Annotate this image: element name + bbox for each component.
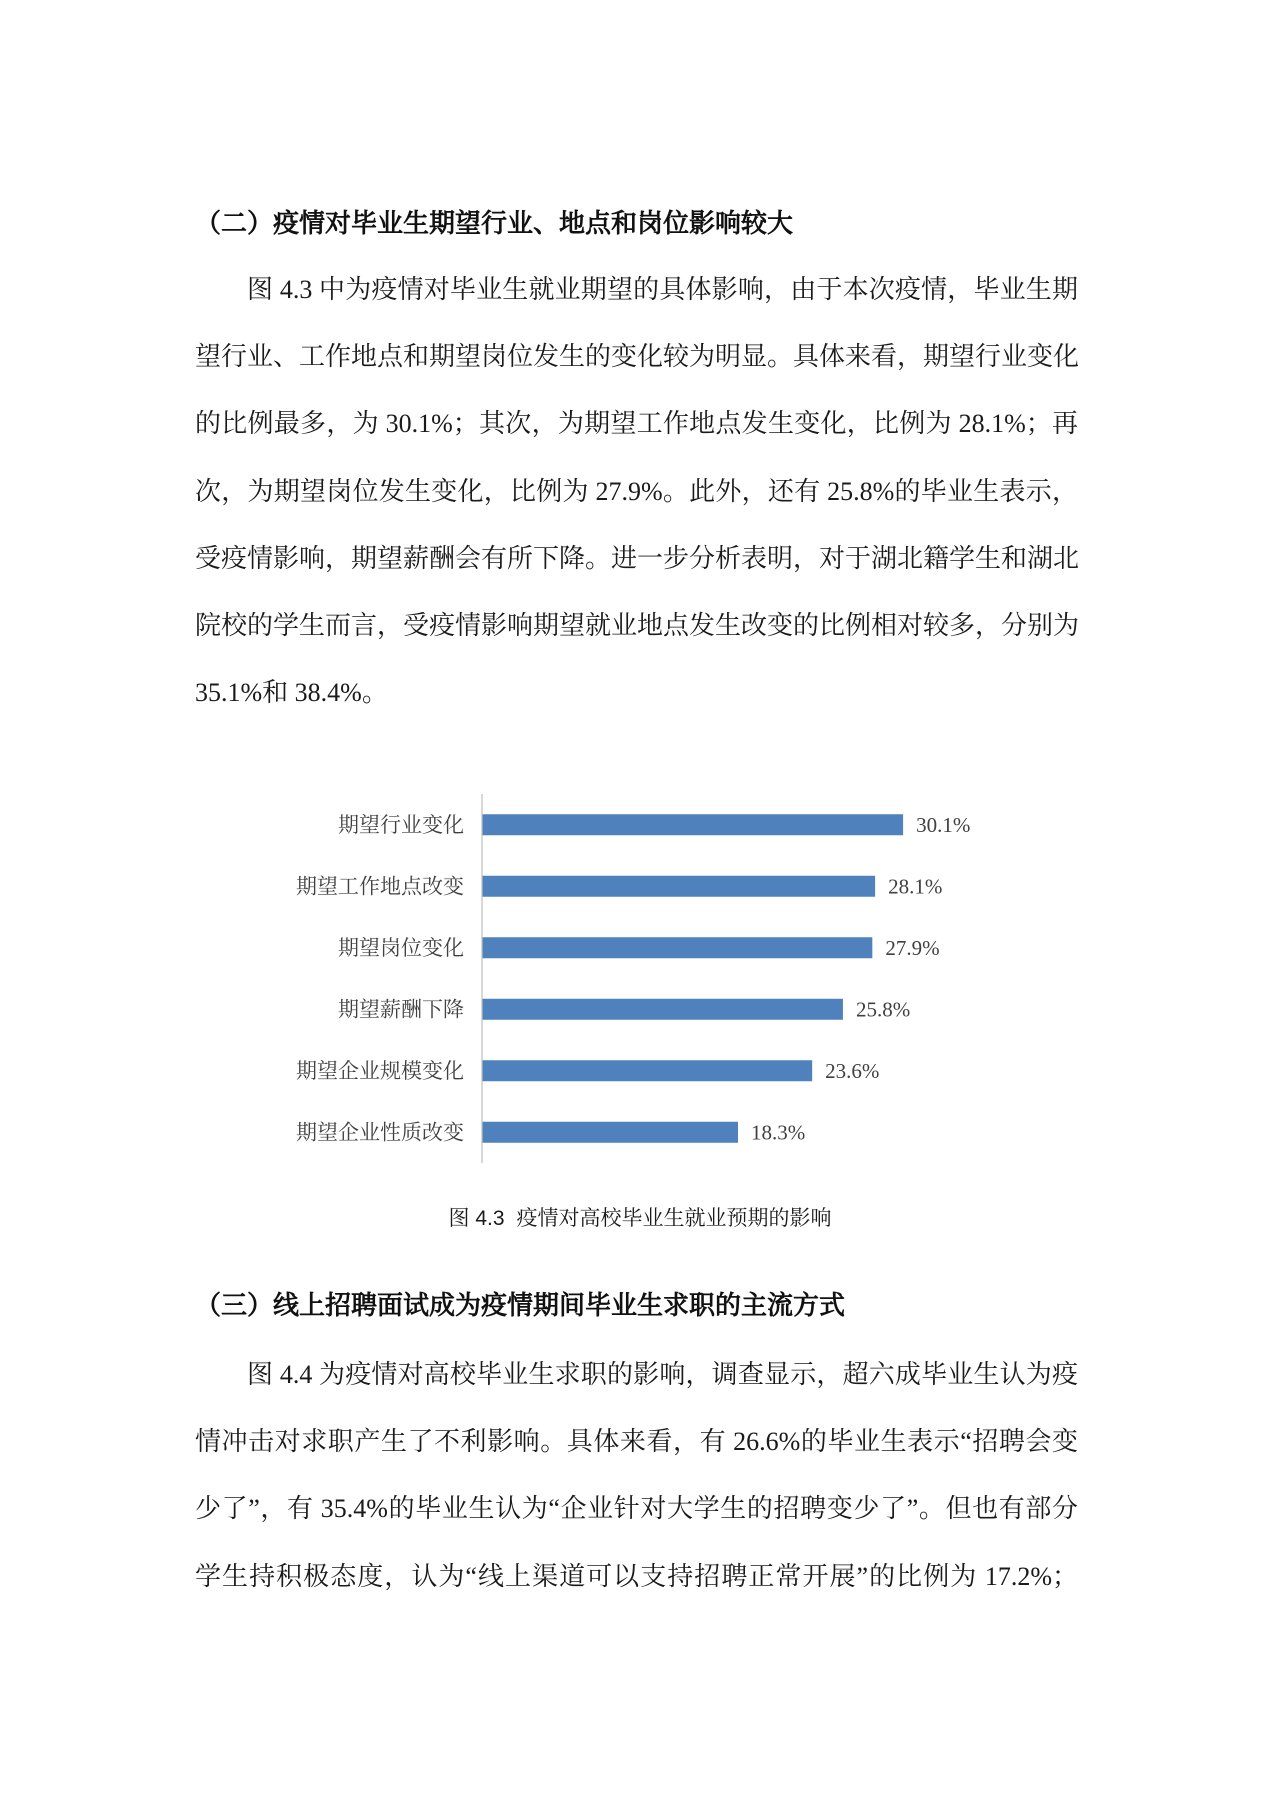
value-label: 18.3% [751,1120,806,1145]
paragraph-line: 院校的学生而言，受疫情影响期望就业地点发生改变的比例相对较多，分别为 [195,610,1080,640]
paragraph-line: 情冲击对求职产生了不利影响。具体来看，有 26.6%的毕业生表示“招聘会变 [195,1427,1078,1457]
category-label: 期望行业变化 [338,812,464,837]
paragraph-line: 学生持积极态度，认为“线上渠道可以支持招聘正常开展”的比例为 17.2%； [195,1561,1078,1591]
section-heading: （三）线上招聘面试成为疫情期间毕业生求职的主流方式 [195,1291,846,1321]
bar [482,876,875,897]
paragraph-line: 图 4.4 为疫情对高校毕业生求职的影响，调查显示，超六成毕业生认为疫 [247,1360,1078,1389]
paragraph-line: 少了”，有 35.4%的毕业生认为“企业针对大学生的招聘变少了”。但也有部分 [195,1494,1078,1524]
paragraph [195,256,1078,726]
paragraph-line: 图 4.3 中为疫情对毕业生就业期望的具体影响，由于本次疫情，毕业生期 [247,275,1078,304]
paragraph-line: 的比例最多，为 30.1%；其次，为期望工作地点发生变化，比例为 28.1%；再 [195,409,1078,439]
paragraph-line: 望行业、工作地点和期望岗位发生的变化较为明显。具体来看，期望行业变化 [195,342,1080,372]
category-label: 期望工作地点改变 [296,874,464,899]
bar [482,1122,738,1143]
chart-marks [296,813,970,1145]
section-heading: （二）疫情对毕业生期望行业、地点和岗位影响较大 [195,209,794,239]
bar [482,999,843,1020]
paragraph [195,1341,1078,1610]
value-label: 30.1% [916,812,971,837]
category-label: 期望薪酬下降 [338,997,464,1022]
paragraph-line: 次，为期望岗位发生变化，比例为 27.9%。此外，还有 25.8%的毕业生表示， [195,476,1078,506]
bar [482,1060,812,1081]
figure-number: 图 4.3 [448,1207,505,1230]
category-label: 期望企业性质改变 [296,1120,464,1145]
bar [482,814,903,835]
value-label: 28.1% [888,874,943,899]
bar [482,937,872,958]
paragraph-line: 35.1%和 38.4%。 [195,678,388,708]
paragraph-line: 受疫情影响，期望薪酬会有所下降。进一步分析表明，对于湖北籍学生和湖北 [195,543,1080,573]
category-label: 期望岗位变化 [338,935,464,960]
figure-caption [0,1203,1280,1235]
category-label: 期望企业规模变化 [296,1058,464,1083]
figure-title: 疫情对高校毕业生就业预期的影响 [516,1207,832,1230]
bar-chart [0,780,1280,1180]
value-label: 25.8% [855,997,911,1022]
value-label: 27.9% [885,935,940,960]
value-label: 23.6% [825,1058,880,1083]
